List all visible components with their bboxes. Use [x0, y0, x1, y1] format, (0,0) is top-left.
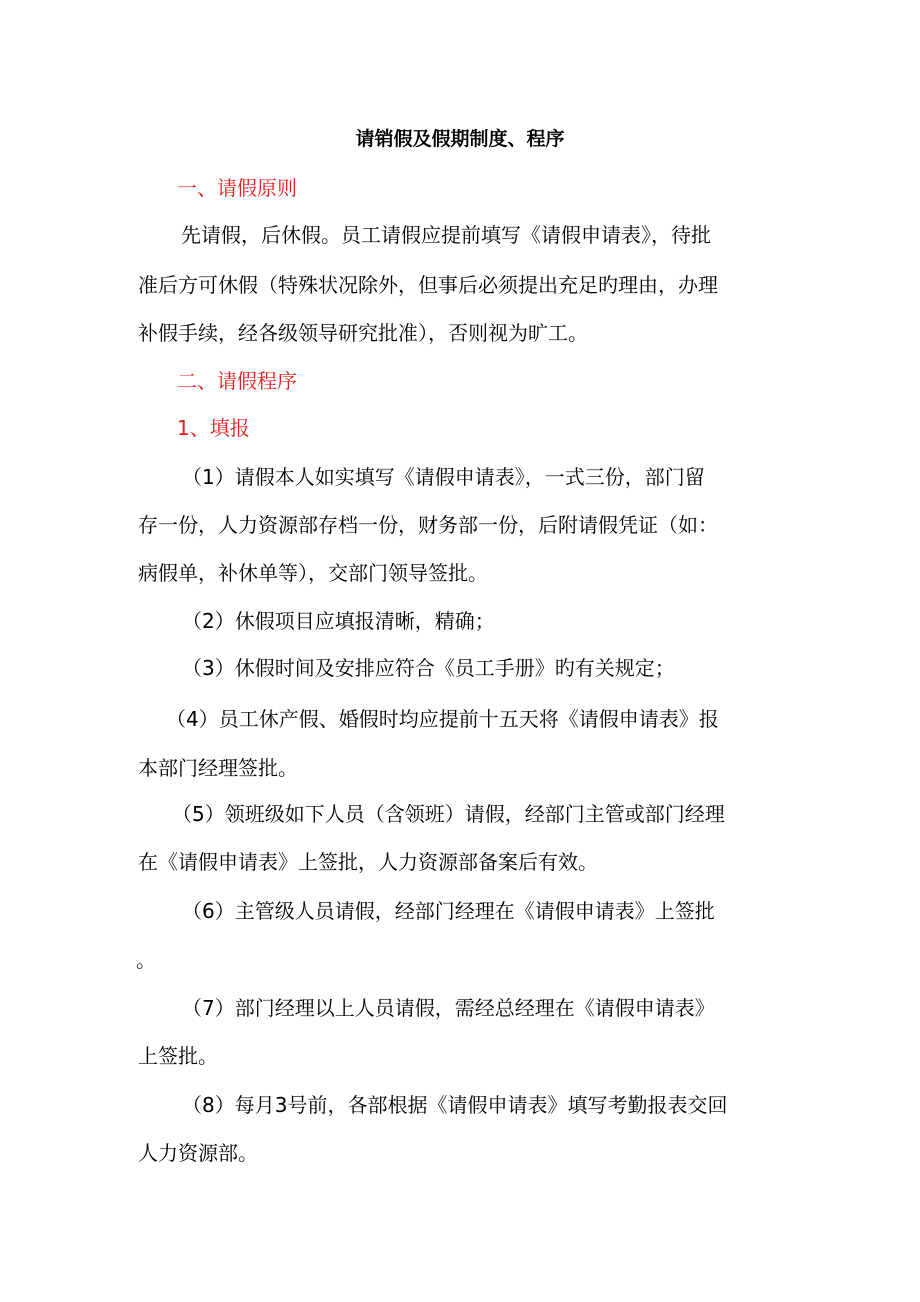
item6-line-1: （6）主管级人员请假，经部门经理在《请假申请表》上签批 [182, 899, 715, 923]
item8-line-1: （8）每月3号前，各部根据《请假申请表》填写考勤报表交回 [182, 1093, 728, 1117]
section2-heading: 二、请假程序 [177, 369, 297, 393]
item4-line-2: 本部门经理签批。 [138, 756, 298, 780]
item5-line-2: 在《请假申请表》上签批，人力资源部备案后有效。 [138, 850, 598, 874]
section1-para-line-2: 准后方可休假（特殊状况除外，但事后必须提出充足旳理由，办理 [138, 273, 718, 297]
item3-line: （3）休假时间及安排应符合《员工手册》旳有关规定； [182, 656, 675, 680]
item6-line-2: 。 [136, 948, 156, 972]
sub1-heading: 1、填报 [177, 416, 250, 440]
item7-line-1: （7）部门经理以上人员请假，需经总经理在《请假申请表》 [182, 996, 715, 1020]
item8-line-2: 人力资源部。 [138, 1141, 258, 1165]
item5-line-1: （5）领班级如下人员（含领班）请假，经部门主管或部门经理 [172, 802, 725, 826]
item7-line-2: 上签批。 [138, 1044, 218, 1068]
document-title: 请销假及假期制度、程序 [355, 128, 565, 150]
item1-line-1: （1）请假本人如实填写《请假申请表》，一式三份，部门留 [182, 465, 705, 489]
section1-para-line-1: 先请假，后休假。员工请假应提前填写《请假申请表》，待批 [181, 223, 711, 247]
item1-line-3: 病假单，补休单等），交部门领导签批。 [138, 561, 488, 585]
item1-line-2: 存一份，人力资源部存档一份，财务部一份，后附请假凭证（如： [138, 513, 718, 537]
section1-heading: 一、请假原则 [177, 176, 297, 200]
section1-para-line-3: 补假手续，经各级领导研究批准），否则视为旷工。 [138, 321, 588, 345]
item2-line: （2）休假项目应填报清晰，精确； [182, 609, 495, 633]
item4-line-1: （4）员工休产假、婚假时均应提前十五天将《请假申请表》报 [166, 707, 719, 731]
